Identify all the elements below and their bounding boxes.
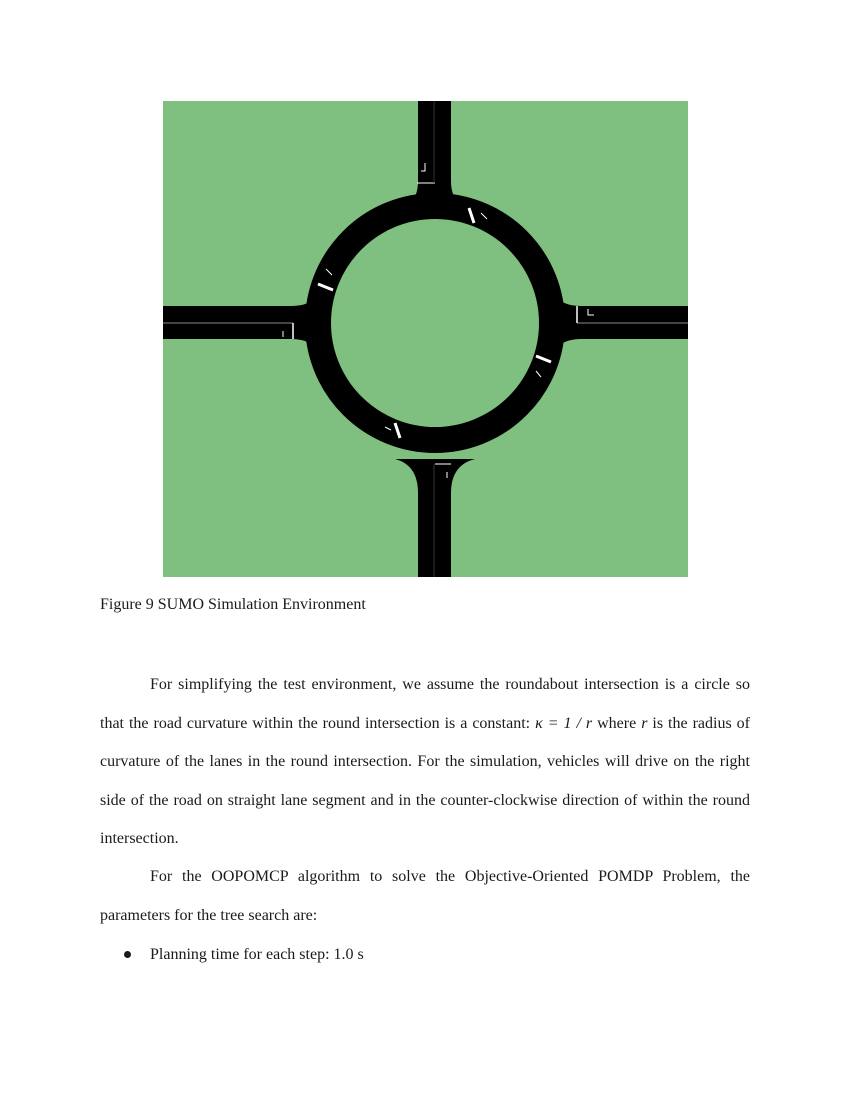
paragraph1-text-end: is the radius of curvature of the lanes in the round intersection. For the simulation, vehicles will drive on the right side of the road on straight lane segment and in the counter-clockwise direction of within the round intersection. bbox=[100, 714, 750, 847]
roundabout-diagram bbox=[163, 101, 688, 577]
paragraph2-text: For the OOPOMCP algorithm to solve the Objective-Oriented POMDP Problem, the parameters for the tree search are: bbox=[100, 868, 750, 924]
paragraph-oopomcp bbox=[100, 858, 750, 935]
paragraph-roundabout-assumption bbox=[100, 666, 750, 859]
figure-caption: Figure 9 SUMO Simulation Environment bbox=[100, 596, 366, 613]
curvature-formula: κ = 1 / r bbox=[535, 714, 593, 732]
paragraph1-text-between: where bbox=[592, 714, 642, 732]
sumo-simulation-figure bbox=[163, 101, 688, 577]
paragraph1-text-start: For simplifying the test environment, we assume the roundabout intersection is a circle so that the road curvature within the round intersection is a constant: bbox=[100, 676, 750, 732]
bullet-icon bbox=[124, 951, 131, 958]
list-item bbox=[100, 936, 750, 975]
parameter-list bbox=[100, 936, 750, 975]
radius-variable: r bbox=[641, 714, 648, 732]
list-item-text: Planning time for each step: 1.0 s bbox=[150, 946, 364, 963]
